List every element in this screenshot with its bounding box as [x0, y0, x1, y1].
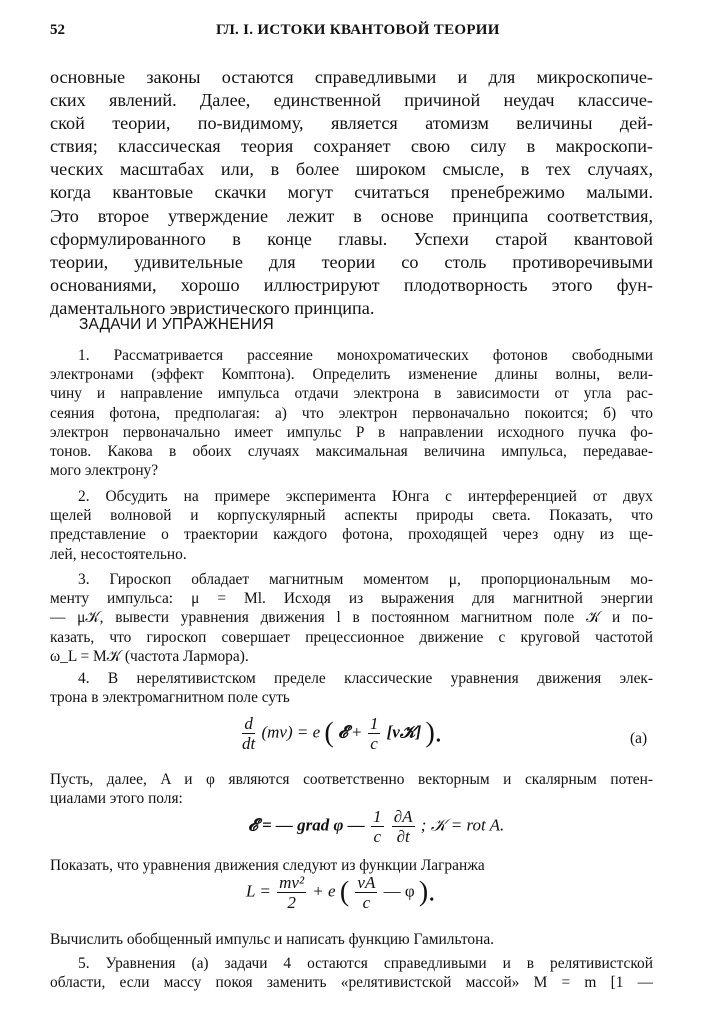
fraction	[371, 807, 384, 846]
closing-paragraph	[50, 930, 653, 949]
text-line: теории, удивительные для теории со столь противоречивыми	[50, 251, 653, 272]
equation-fields	[248, 807, 504, 846]
text-line: трона в электромагнитном поле суть	[50, 689, 290, 707]
text-line: менту импульса: μ = Ml. Исходя из выражения для магнитной энергии	[50, 590, 653, 608]
text-line: когда квантовые скачки могут считаться пренебрежимо малыми.	[50, 182, 653, 203]
text-line: ских явлений. Далее, единственной причиной неудач классиче-	[50, 90, 653, 111]
problem-1	[50, 346, 653, 480]
eq-e-field: 𝓔	[337, 722, 348, 742]
running-header	[50, 22, 655, 44]
paren-left: (	[324, 717, 334, 749]
eq-plus-e: + e	[312, 881, 336, 901]
text-line: — μ𝒦, вывести уравнения движения l в постоянном магнитном поле 𝒦 и по-	[50, 609, 653, 627]
text-line: 3. Гироскоп обладает магнитным моментом μ, пропорциональным мо-	[78, 571, 653, 588]
problem-2	[50, 487, 653, 564]
text-line: казать, что гироскоп совершает прецессионное движение с круговой частотой	[50, 628, 653, 646]
text-line: электрон первоначально имеет импульс P в направлении исходного пучка фо-	[50, 423, 653, 441]
eq-lhs: L =	[246, 881, 271, 901]
eq-lhs: (mv) = e	[261, 722, 321, 742]
fraction	[392, 807, 415, 846]
text-line: ческих масштабах или, в более широком смысле, в тех случаях,	[50, 159, 653, 180]
text-line: даментального эвристического принципа.	[50, 297, 375, 318]
denominator: c	[370, 734, 378, 753]
denominator: c	[362, 893, 371, 912]
text-line: 5. Уравнения (а) задачи 4 остаются справедливыми и в релятивистской	[78, 955, 653, 972]
text-line: 1. Рассматривается рассеяние монохроматических фотонов свободными	[78, 347, 653, 364]
text-line: циалами этого поля:	[50, 790, 183, 808]
fraction	[242, 714, 255, 753]
text-line: тонов. Какова в обоих случаях максимальная величина импульса, передавае-	[50, 442, 653, 460]
denominator: 2	[287, 893, 296, 912]
paren-right: ).	[418, 876, 436, 908]
text-line: области, если массу покоя заменить «релятивистской массой» M = m [1 —	[50, 974, 653, 992]
text-line: 2. Обсудить на примере эксперимента Юнга с интерференцией от двух	[78, 488, 653, 505]
text-line: электронами (эффект Комптона). Определить изменение длины волны, вели-	[50, 366, 653, 384]
text-line: представление о траектории каждого фотона, проходящей через одну из ще-	[50, 526, 653, 544]
text-line: чину и направление импульса отдачи электрона в зависимости от угла рас-	[50, 385, 653, 403]
paren-left: (	[339, 876, 350, 908]
text-line: 4. В нерелятивистском пределе классические уравнения движения элек-	[78, 670, 653, 687]
denominator: ∂t	[396, 827, 410, 846]
fraction	[277, 873, 306, 912]
problem-4	[50, 669, 653, 707]
intro-paragraph	[50, 66, 653, 320]
text-line: Пусть, далее, A и φ являются соответственно векторным и скалярным потен-	[50, 771, 653, 788]
equation-a	[240, 714, 442, 753]
numerator: vA	[357, 873, 376, 892]
running-title: ГЛ. I. ИСТОКИ КВАНТОВОЙ ТЕОРИИ	[216, 22, 500, 38]
text-line: сеяния фотона, предполагая: а) что электрон первоначально покоится; б) что	[50, 404, 653, 422]
text-line: Вычислить обобщенный импульс и написать функцию Гамильтона.	[50, 931, 495, 948]
text-line: Это второе утверждение лежит в основе принципа соответствия,	[50, 205, 653, 226]
numerator: ∂A	[393, 807, 413, 826]
problem-5	[50, 954, 653, 992]
numerator: 1	[373, 807, 382, 826]
numerator: 1	[369, 714, 379, 733]
text-line: Показать, что уравнения движения следуют из функции Лагранжа	[50, 857, 485, 874]
eq-bracket: [v𝒦]	[386, 722, 422, 742]
eq-rest: — φ	[383, 881, 415, 901]
equation-lagrange	[246, 873, 435, 912]
problem-3	[50, 570, 653, 666]
equation-label: (а)	[630, 730, 648, 747]
text-line: ω_L = M𝒦 (частота Лармора).	[50, 647, 249, 665]
denominator: c	[373, 827, 382, 846]
potentials-paragraph	[50, 770, 653, 808]
eq-lhs: 𝓔 = — grad φ —	[248, 815, 365, 835]
numerator: mv²	[279, 873, 305, 892]
text-line: ской теории, по-видимому, является атомизм величины дей-	[50, 113, 653, 134]
text-line: щелей волновой и корпускулярный аспекты природы света. Показать, что	[50, 507, 653, 525]
text-line: мого электрону?	[50, 462, 159, 480]
numerator: d	[242, 714, 255, 734]
text-line: лей, несостоятельно.	[50, 545, 187, 563]
text-line: ствия; классическая теория сохраняет свою силу в макроскопи-	[50, 136, 653, 157]
text-line: основные законы остаются справедливыми и для микроскопиче-	[50, 67, 653, 87]
section-title: ЗАДАЧИ И УПРАЖНЕНИЯ	[79, 316, 274, 333]
fraction	[355, 873, 377, 912]
text-line: основаниями, хорошо иллюстрируют плодотворность этого фун-	[50, 274, 653, 295]
denominator: dt	[242, 734, 256, 753]
text-line: сформулированного в конце главы. Успехи старой квантовой	[50, 228, 653, 249]
fraction	[368, 714, 381, 753]
eq-rest: ; 𝒦 = rot A.	[420, 815, 505, 835]
page-number: 52	[50, 22, 65, 38]
plus-sign: +	[351, 722, 362, 742]
paren-right: ).	[425, 717, 442, 749]
